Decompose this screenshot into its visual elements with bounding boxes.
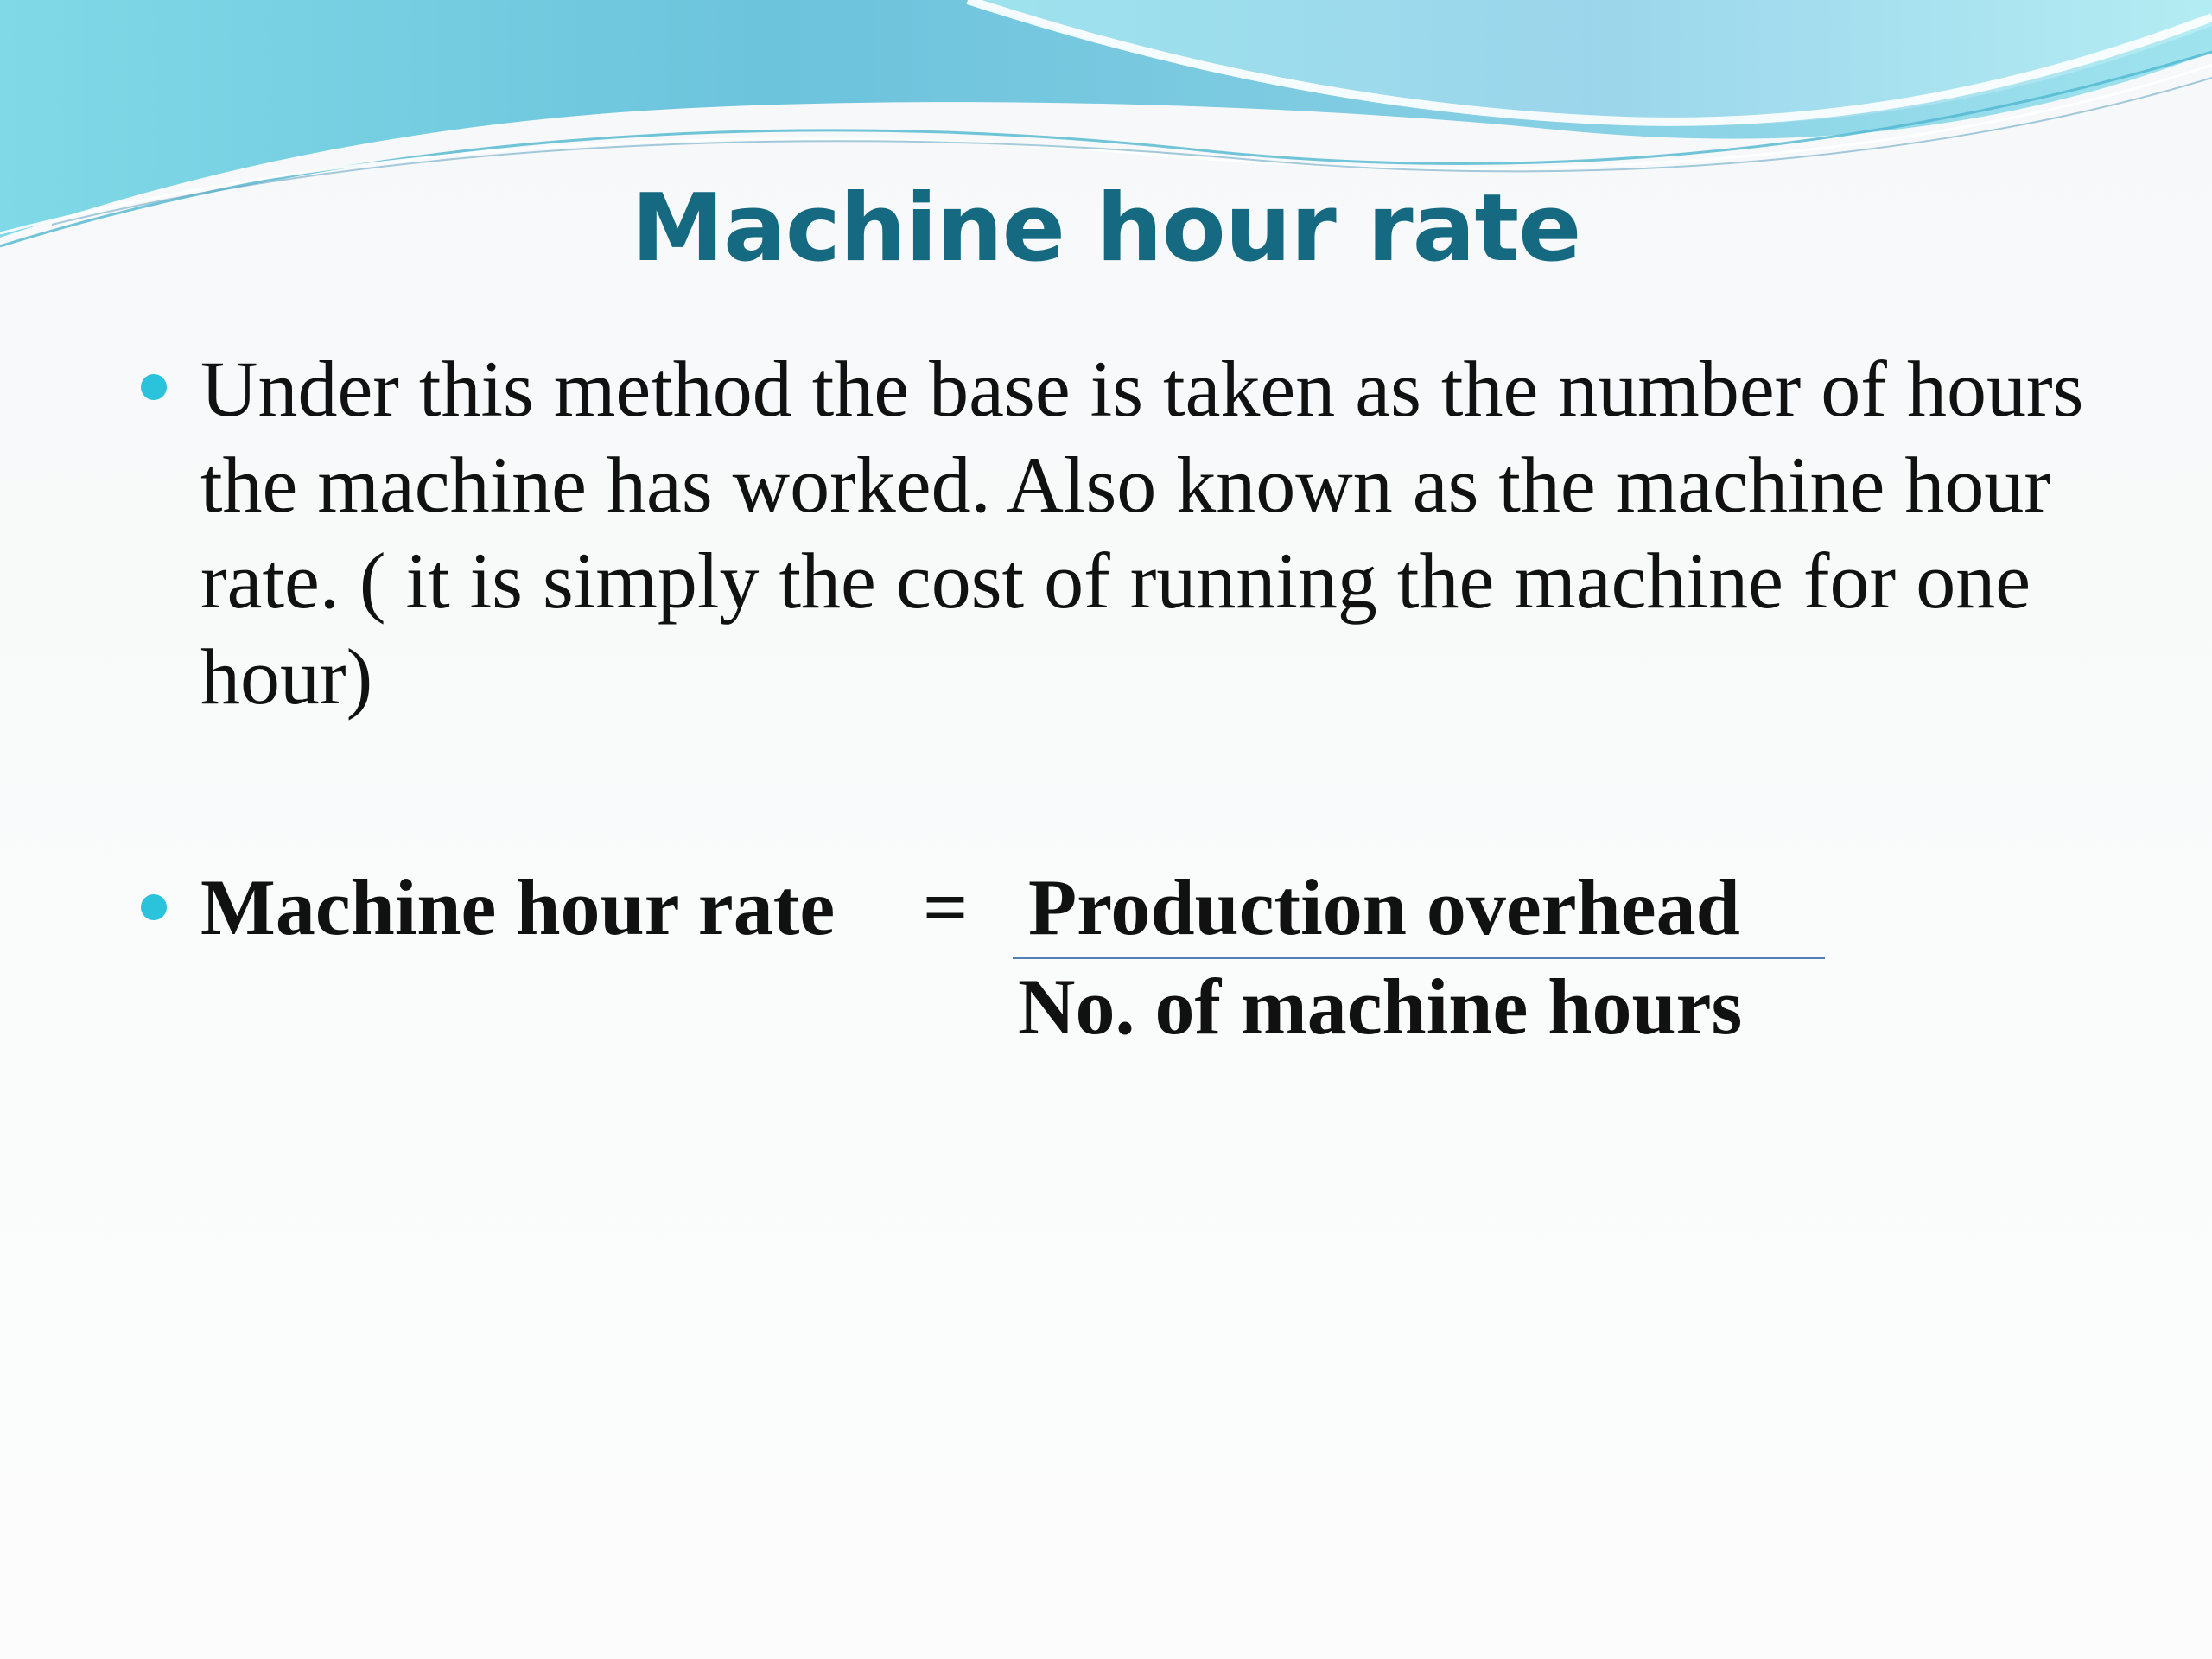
slide-title: Machine hour rate	[631, 175, 1581, 283]
formula-numerator: Production overhead	[1028, 863, 1740, 951]
formula-denominator: No. of machine hours	[1018, 963, 1743, 1051]
bullet-icon	[141, 894, 167, 920]
bullet-icon	[141, 374, 167, 400]
formula-left-side: Machine hour rate	[200, 863, 836, 951]
bullet-text-method: Under this method the base is taken as the number of hours the machine has worked. Also known as the machine hour rate. ( it is simply the cost of running the machine for one hour)	[200, 345, 2084, 721]
formula-equals-sign: =	[923, 863, 969, 951]
